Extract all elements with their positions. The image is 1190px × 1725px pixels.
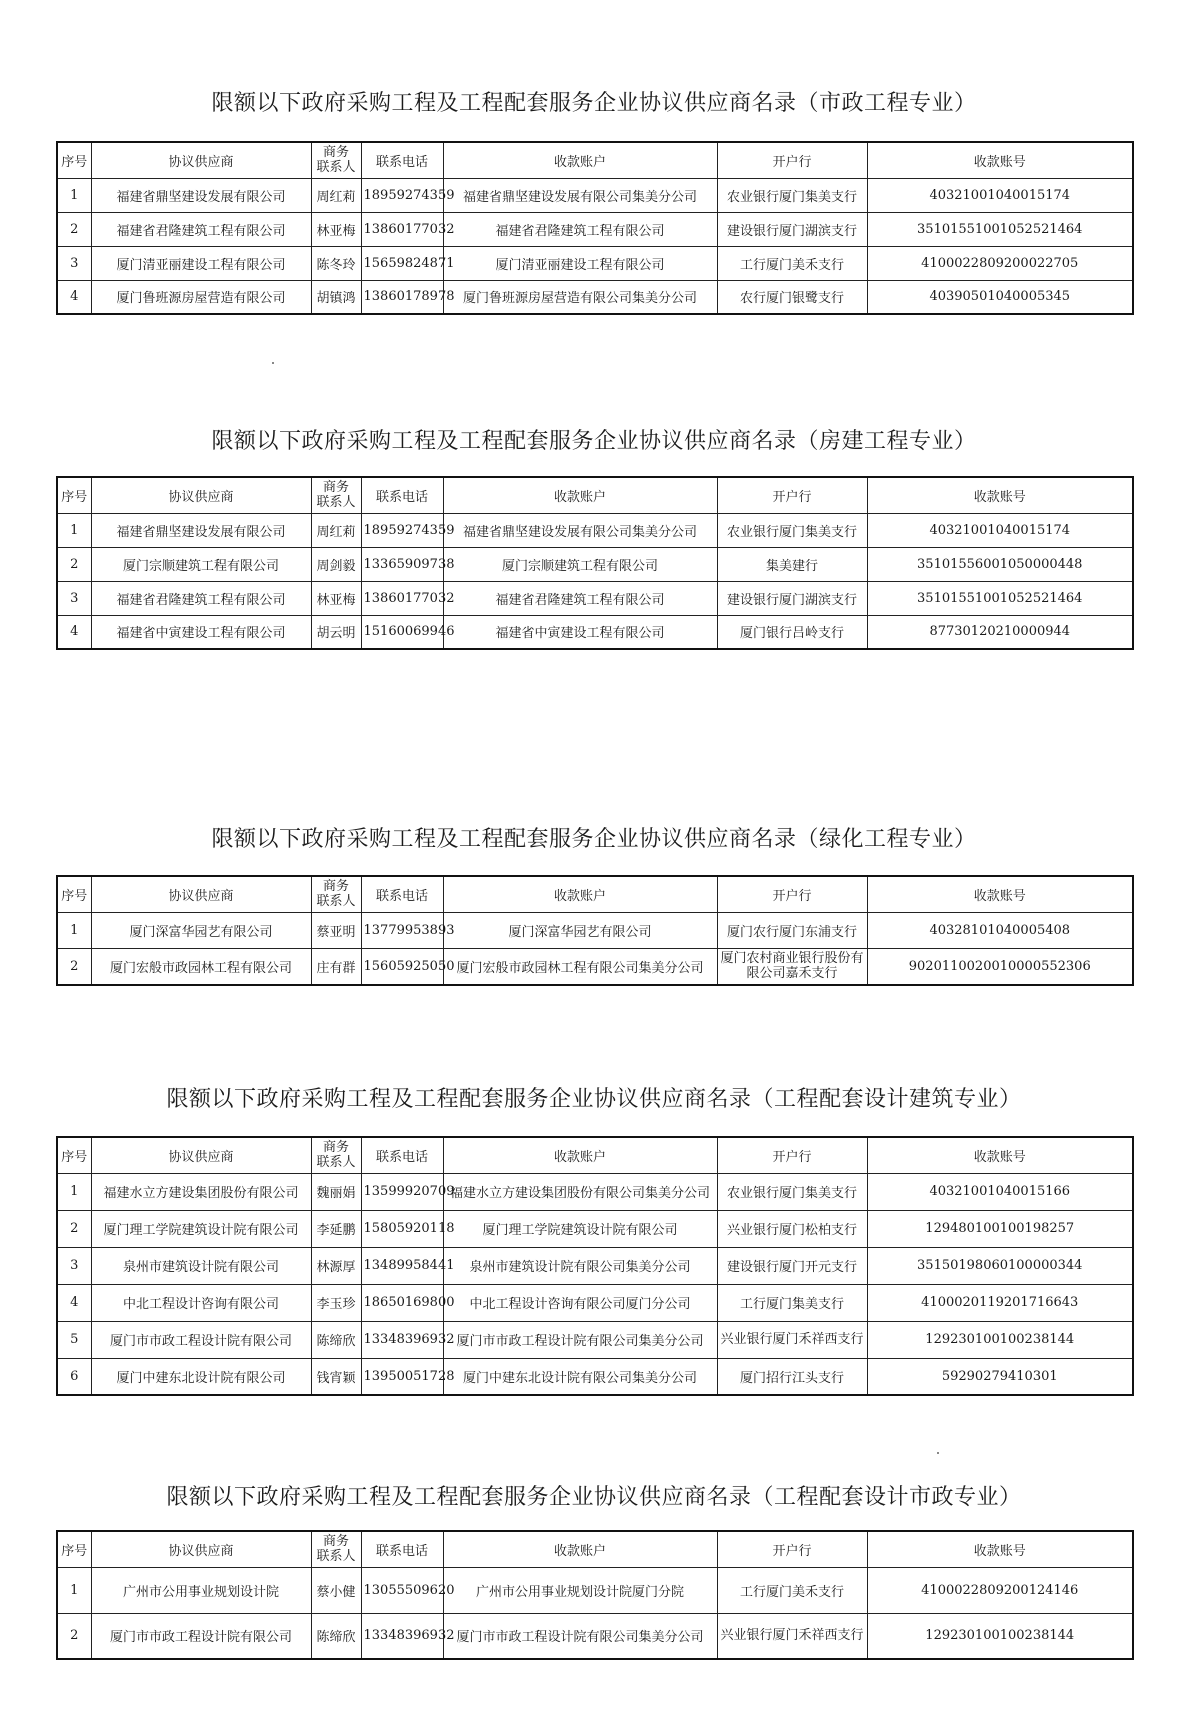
table-row bbox=[57, 212, 1133, 246]
section-title: 限额以下政府采购工程及工程配套服务企业协议供应商名录（市政工程专业） bbox=[211, 91, 977, 116]
cell-phone: 18650169800 bbox=[361, 1284, 443, 1321]
header-no: 序号 bbox=[57, 876, 91, 912]
cell-contact: 魏丽娟 bbox=[311, 1173, 361, 1210]
cell-supplier: 中北工程设计咨询有限公司 bbox=[91, 1284, 311, 1321]
header-account: 收款账户 bbox=[443, 142, 717, 178]
cell-supplier: 厦门中建东北设计院有限公司 bbox=[91, 1358, 311, 1395]
header-account-no: 收款账号 bbox=[867, 1531, 1133, 1567]
supplier-table bbox=[56, 476, 1134, 650]
header-account: 收款账户 bbox=[443, 477, 717, 513]
cell-account: 福建省鼎坚建设发展有限公司集美分公司 bbox=[443, 178, 717, 212]
scan-speck bbox=[272, 362, 274, 364]
table-row bbox=[57, 1613, 1133, 1659]
header-phone: 联系电话 bbox=[361, 876, 443, 912]
header-account-no: 收款账号 bbox=[867, 876, 1133, 912]
section-title: 限额以下政府采购工程及工程配套服务企业协议供应商名录（房建工程专业） bbox=[211, 429, 977, 454]
cell-phone: 13860178978 bbox=[361, 280, 443, 314]
header-no: 序号 bbox=[57, 1531, 91, 1567]
cell-no: 3 bbox=[57, 581, 91, 615]
table-header-row bbox=[57, 876, 1133, 912]
cell-no: 1 bbox=[57, 1173, 91, 1210]
cell-supplier: 厦门深富华园艺有限公司 bbox=[91, 912, 311, 948]
cell-supplier: 厦门鲁班源房屋营造有限公司 bbox=[91, 280, 311, 314]
cell-bank: 兴业银行厦门禾祥西支行 bbox=[717, 1613, 867, 1659]
cell-contact: 蔡小健 bbox=[311, 1567, 361, 1613]
supplier-table bbox=[56, 141, 1134, 315]
header-no: 序号 bbox=[57, 142, 91, 178]
cell-supplier: 福建省君隆建筑工程有限公司 bbox=[91, 212, 311, 246]
header-phone: 联系电话 bbox=[361, 142, 443, 178]
table-row bbox=[57, 513, 1133, 547]
cell-account-no: 35101551001052521464 bbox=[867, 581, 1133, 615]
cell-contact: 周剑毅 bbox=[311, 547, 361, 581]
cell-supplier: 广州市公用事业规划设计院 bbox=[91, 1567, 311, 1613]
header-account: 收款账户 bbox=[443, 1137, 717, 1173]
cell-phone: 13599920709 bbox=[361, 1173, 443, 1210]
cell-bank: 建设银行厦门开元支行 bbox=[717, 1247, 867, 1284]
cell-account: 厦门中建东北设计院有限公司集美分公司 bbox=[443, 1358, 717, 1395]
cell-phone: 15160069946 bbox=[361, 615, 443, 649]
cell-contact: 李延鹏 bbox=[311, 1210, 361, 1247]
cell-contact: 林亚梅 bbox=[311, 212, 361, 246]
cell-phone: 13779953893 bbox=[361, 912, 443, 948]
cell-phone: 13489958441 bbox=[361, 1247, 443, 1284]
cell-contact: 胡云明 bbox=[311, 615, 361, 649]
cell-bank: 厦门农村商业银行股份有限公司嘉禾支行 bbox=[717, 948, 867, 985]
section-greening bbox=[56, 820, 1132, 986]
cell-contact: 蔡亚明 bbox=[311, 912, 361, 948]
cell-account-no: 129230100100238144 bbox=[867, 1321, 1133, 1358]
cell-bank: 厦门农行厦门东浦支行 bbox=[717, 912, 867, 948]
cell-bank: 厦门银行吕岭支行 bbox=[717, 615, 867, 649]
section-title: 限额以下政府采购工程及工程配套服务企业协议供应商名录（工程配套设计建筑专业） bbox=[166, 1087, 1022, 1112]
cell-bank: 兴业银行厦门松柏支行 bbox=[717, 1210, 867, 1247]
table-row bbox=[57, 1321, 1133, 1358]
cell-account: 广州市公用事业规划设计院厦门分院 bbox=[443, 1567, 717, 1613]
cell-contact: 林亚梅 bbox=[311, 581, 361, 615]
header-bank: 开户行 bbox=[717, 876, 867, 912]
cell-supplier: 福建省君隆建筑工程有限公司 bbox=[91, 581, 311, 615]
cell-account: 福建水立方建设集团股份有限公司集美分公司 bbox=[443, 1173, 717, 1210]
cell-account: 泉州市建筑设计院有限公司集美分公司 bbox=[443, 1247, 717, 1284]
cell-account-no: 40321001040015166 bbox=[867, 1173, 1133, 1210]
cell-account-no: 129480100100198257 bbox=[867, 1210, 1133, 1247]
cell-contact: 周红莉 bbox=[311, 178, 361, 212]
header-contact: 商务 联系人 bbox=[311, 1531, 361, 1567]
cell-supplier: 厦门宏般市政园林工程有限公司 bbox=[91, 948, 311, 985]
cell-supplier: 厦门清亚丽建设工程有限公司 bbox=[91, 246, 311, 280]
cell-account: 厦门宏般市政园林工程有限公司集美分公司 bbox=[443, 948, 717, 985]
header-account: 收款账户 bbox=[443, 1531, 717, 1567]
cell-bank: 建设银行厦门湖滨支行 bbox=[717, 581, 867, 615]
table-row bbox=[57, 948, 1133, 985]
cell-no: 2 bbox=[57, 948, 91, 985]
cell-no: 1 bbox=[57, 1567, 91, 1613]
cell-no: 4 bbox=[57, 1284, 91, 1321]
cell-phone: 13860177032 bbox=[361, 212, 443, 246]
header-supplier: 协议供应商 bbox=[91, 1137, 311, 1173]
table-row bbox=[57, 1173, 1133, 1210]
table-row bbox=[57, 1567, 1133, 1613]
cell-account: 厦门鲁班源房屋营造有限公司集美分公司 bbox=[443, 280, 717, 314]
header-supplier: 协议供应商 bbox=[91, 876, 311, 912]
cell-supplier: 泉州市建筑设计院有限公司 bbox=[91, 1247, 311, 1284]
cell-phone: 15805920118 bbox=[361, 1210, 443, 1247]
cell-account-no: 4100020119201716643 bbox=[867, 1284, 1133, 1321]
header-no: 序号 bbox=[57, 477, 91, 513]
cell-no: 4 bbox=[57, 615, 91, 649]
table-header-row bbox=[57, 142, 1133, 178]
cell-account-no: 87730120210000944 bbox=[867, 615, 1133, 649]
cell-contact: 陈缔欣 bbox=[311, 1321, 361, 1358]
cell-account-no: 129230100100238144 bbox=[867, 1613, 1133, 1659]
cell-no: 1 bbox=[57, 513, 91, 547]
cell-bank: 农业银行厦门集美支行 bbox=[717, 513, 867, 547]
cell-contact: 周红莉 bbox=[311, 513, 361, 547]
cell-supplier: 福建水立方建设集团股份有限公司 bbox=[91, 1173, 311, 1210]
cell-no: 4 bbox=[57, 280, 91, 314]
section-municipal bbox=[56, 84, 1132, 315]
cell-bank: 建设银行厦门湖滨支行 bbox=[717, 212, 867, 246]
cell-account-no: 35101556001050000448 bbox=[867, 547, 1133, 581]
section-title: 限额以下政府采购工程及工程配套服务企业协议供应商名录（工程配套设计市政专业） bbox=[166, 1485, 1022, 1510]
cell-contact: 李玉珍 bbox=[311, 1284, 361, 1321]
cell-account: 福建省君隆建筑工程有限公司 bbox=[443, 581, 717, 615]
header-bank: 开户行 bbox=[717, 1531, 867, 1567]
table-header-row bbox=[57, 1531, 1133, 1567]
header-contact: 商务 联系人 bbox=[311, 142, 361, 178]
cell-phone: 13365909738 bbox=[361, 547, 443, 581]
cell-account-no: 40321001040015174 bbox=[867, 178, 1133, 212]
cell-phone: 15659824871 bbox=[361, 246, 443, 280]
cell-contact: 庄有群 bbox=[311, 948, 361, 985]
cell-contact: 钱宵颖 bbox=[311, 1358, 361, 1395]
cell-phone: 13348396932 bbox=[361, 1321, 443, 1358]
header-bank: 开户行 bbox=[717, 477, 867, 513]
table-row bbox=[57, 1210, 1133, 1247]
cell-no: 6 bbox=[57, 1358, 91, 1395]
header-phone: 联系电话 bbox=[361, 1137, 443, 1173]
table-row bbox=[57, 178, 1133, 212]
table-row bbox=[57, 547, 1133, 581]
table-row bbox=[57, 1247, 1133, 1284]
table-row bbox=[57, 615, 1133, 649]
table-header-row bbox=[57, 1137, 1133, 1173]
cell-phone: 13860177032 bbox=[361, 581, 443, 615]
cell-phone: 18959274359 bbox=[361, 513, 443, 547]
cell-no: 1 bbox=[57, 912, 91, 948]
cell-bank: 集美建行 bbox=[717, 547, 867, 581]
header-supplier: 协议供应商 bbox=[91, 142, 311, 178]
cell-no: 3 bbox=[57, 246, 91, 280]
cell-bank: 农行厦门银鹭支行 bbox=[717, 280, 867, 314]
header-supplier: 协议供应商 bbox=[91, 477, 311, 513]
table-row bbox=[57, 581, 1133, 615]
table-row bbox=[57, 1284, 1133, 1321]
table-row bbox=[57, 280, 1133, 314]
cell-account-no: 59290279410301 bbox=[867, 1358, 1133, 1395]
cell-phone: 15605925050 bbox=[361, 948, 443, 985]
table-header-row bbox=[57, 477, 1133, 513]
header-supplier: 协议供应商 bbox=[91, 1531, 311, 1567]
section-title: 限额以下政府采购工程及工程配套服务企业协议供应商名录（绿化工程专业） bbox=[211, 827, 977, 852]
cell-account: 福建省中寅建设工程有限公司 bbox=[443, 615, 717, 649]
cell-account: 福建省鼎坚建设发展有限公司集美分公司 bbox=[443, 513, 717, 547]
cell-no: 2 bbox=[57, 1210, 91, 1247]
cell-account-no: 4100022809200022705 bbox=[867, 246, 1133, 280]
cell-account-no: 90201100200100005523​06 bbox=[867, 948, 1133, 985]
header-phone: 联系电话 bbox=[361, 1531, 443, 1567]
cell-account: 厦门理工学院建筑设计院有限公司 bbox=[443, 1210, 717, 1247]
cell-bank: 农业银行厦门集美支行 bbox=[717, 178, 867, 212]
cell-phone: 13348396932 bbox=[361, 1613, 443, 1659]
header-contact: 商务 联系人 bbox=[311, 1137, 361, 1173]
table-row bbox=[57, 246, 1133, 280]
cell-account-no: 35101551001052521464 bbox=[867, 212, 1133, 246]
cell-account-no: 40321001040015174 bbox=[867, 513, 1133, 547]
cell-no: 3 bbox=[57, 1247, 91, 1284]
cell-account: 福建省君隆建筑工程有限公司 bbox=[443, 212, 717, 246]
cell-contact: 陈缔欣 bbox=[311, 1613, 361, 1659]
cell-supplier: 福建省鼎坚建设发展有限公司 bbox=[91, 513, 311, 547]
cell-account: 厦门清亚丽建设工程有限公司 bbox=[443, 246, 717, 280]
cell-bank: 工行厦门美禾支行 bbox=[717, 1567, 867, 1613]
cell-contact: 陈冬玲 bbox=[311, 246, 361, 280]
cell-supplier: 福建省中寅建设工程有限公司 bbox=[91, 615, 311, 649]
header-contact: 商务 联系人 bbox=[311, 477, 361, 513]
supplier-table bbox=[56, 1530, 1134, 1660]
cell-bank: 工行厦门美禾支行 bbox=[717, 246, 867, 280]
header-account: 收款账户 bbox=[443, 876, 717, 912]
table-row bbox=[57, 912, 1133, 948]
cell-phone: 18959274359 bbox=[361, 178, 443, 212]
cell-supplier: 厦门市市政工程设计院有限公司 bbox=[91, 1613, 311, 1659]
cell-supplier: 厦门宗顺建筑工程有限公司 bbox=[91, 547, 311, 581]
cell-bank: 兴业银行厦门禾祥西支行 bbox=[717, 1321, 867, 1358]
cell-no: 2 bbox=[57, 1613, 91, 1659]
supplier-table bbox=[56, 875, 1134, 986]
cell-account: 厦门市市政工程设计院有限公司集美分公司 bbox=[443, 1613, 717, 1659]
cell-account: 厦门深富华园艺有限公司 bbox=[443, 912, 717, 948]
cell-account: 中北工程设计咨询有限公司厦门分公司 bbox=[443, 1284, 717, 1321]
table-row bbox=[57, 1358, 1133, 1395]
cell-account: 厦门宗顺建筑工程有限公司 bbox=[443, 547, 717, 581]
cell-account-no: 40328101040005408 bbox=[867, 912, 1133, 948]
cell-no: 1 bbox=[57, 178, 91, 212]
header-account-no: 收款账号 bbox=[867, 477, 1133, 513]
supplier-table bbox=[56, 1136, 1134, 1396]
cell-phone: 13950051728 bbox=[361, 1358, 443, 1395]
cell-no: 2 bbox=[57, 547, 91, 581]
cell-bank: 农业银行厦门集美支行 bbox=[717, 1173, 867, 1210]
section-design-municipal bbox=[56, 1478, 1132, 1660]
cell-contact: 林源厚 bbox=[311, 1247, 361, 1284]
section-housing bbox=[56, 422, 1132, 650]
cell-account-no: 4100022809200124146 bbox=[867, 1567, 1133, 1613]
header-bank: 开户行 bbox=[717, 142, 867, 178]
header-account-no: 收款账号 bbox=[867, 1137, 1133, 1173]
cell-account: 厦门市市政工程设计院有限公司集美分公司 bbox=[443, 1321, 717, 1358]
cell-no: 5 bbox=[57, 1321, 91, 1358]
cell-supplier: 厦门理工学院建筑设计院有限公司 bbox=[91, 1210, 311, 1247]
cell-account-no: 40390501040005345 bbox=[867, 280, 1133, 314]
header-contact: 商务 联系人 bbox=[311, 876, 361, 912]
cell-bank: 厦门招行江头支行 bbox=[717, 1358, 867, 1395]
cell-bank: 工行厦门集美支行 bbox=[717, 1284, 867, 1321]
scan-speck bbox=[937, 1452, 939, 1454]
header-account-no: 收款账号 bbox=[867, 142, 1133, 178]
header-bank: 开户行 bbox=[717, 1137, 867, 1173]
section-design-architecture bbox=[56, 1080, 1132, 1396]
cell-phone: 13055509620 bbox=[361, 1567, 443, 1613]
cell-supplier: 厦门市市政工程设计院有限公司 bbox=[91, 1321, 311, 1358]
cell-no: 2 bbox=[57, 212, 91, 246]
cell-supplier: 福建省鼎坚建设发展有限公司 bbox=[91, 178, 311, 212]
cell-contact: 胡镇鸿 bbox=[311, 280, 361, 314]
header-phone: 联系电话 bbox=[361, 477, 443, 513]
cell-account-no: 35150198060100000344 bbox=[867, 1247, 1133, 1284]
header-no: 序号 bbox=[57, 1137, 91, 1173]
